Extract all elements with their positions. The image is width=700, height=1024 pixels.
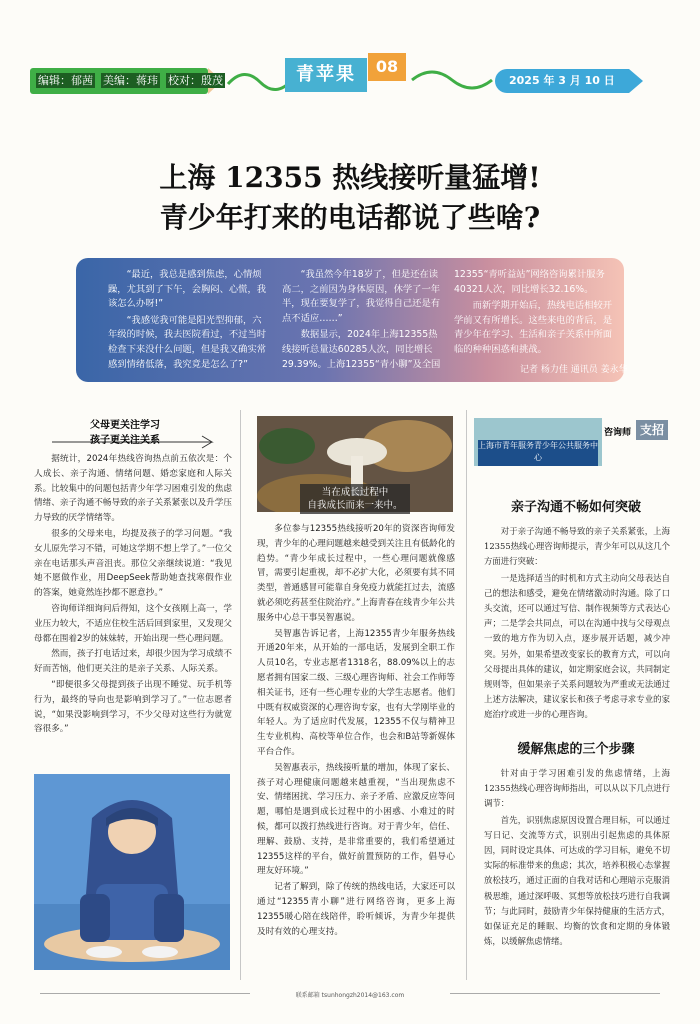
right-column-text-2 (484, 766, 670, 950)
paragraph: 对于亲子沟通不畅导致的亲子关系紧张，上海12355热线心理咨询师提示，青少年可以从这几个方面进行突破： (484, 526, 670, 567)
paragraph: 首先，识别焦虑原因设置合理目标，可以通过写日记、交流等方式，识别出引起焦虑的具体原因，同时设定具体、可达成的学习目标，避免不切实际的标准带来的焦虑；其次，培养积极心态掌握放松技巧，通过正面的自我对话和心理暗示克服消极思维，通过深呼吸、冥想等放松技巧进行自我调节；与此同时，鼓励青少年保持健康的生活方式，如保证充足的睡眠、均衡的饮食和定期的身体锻炼，以缓解焦虑情绪。 (484, 814, 670, 947)
column-divider (466, 410, 467, 980)
headline-line-1: 上海 12355 热线接听量猛增! (159, 161, 541, 194)
intro-stats-cont: 12355“青听益站”网络咨询累计服务40321人次，同比增长32.16%。 (454, 269, 605, 295)
middle-column-text (257, 522, 455, 940)
paragraph: 很多的父母来电，均提及孩子的学习问题。“我女儿原先学习不错，可她这学期不想上学了。”一位父亲在电话那头声音沮丧。那位父亲继续说道：“我见她不愿做作业，用DeepSeek帮助她查找寒假作业的答案，她竟然连抄都不愿意抄。” (34, 528, 232, 599)
footer-contact: 联系邮箱 tsunhongzh2014@163.com (250, 990, 450, 999)
header-credits (36, 72, 231, 88)
paragraph: 针对由于学习困难引发的焦虑情绪，上海12355热线心理咨询师指出，可以从以下几点进行调节： (484, 768, 670, 809)
credit-designer: 美编：蒋玮 (103, 74, 158, 87)
headline-line-2: 青少年打来的电话都说了些啥? (159, 201, 541, 234)
wave-decoration-right (410, 58, 494, 94)
subhead-anxiety: 缓解焦虑的三个步骤 (517, 742, 635, 757)
byline: 记者 杨力佳 通讯员 姜永华 (520, 365, 628, 375)
paragraph: 多位参与12355热线接听20年的资深咨询师发现，青少年的心理问题越来越受到关注且有低龄化的趋势。“青少年成长过程中，一些心理问题就像感冒，需要引起重视，却不必扩大化，必须要有其不同类型，普通感冒可能靠自身免疫力就能扛过去，流感就必须吃药甚至住院治疗。”上海青春在线青少年公共服务中心总干事吴智惠说。 (257, 524, 455, 623)
left-column-text (34, 452, 232, 738)
subhead-parents-kids (52, 416, 212, 450)
page-number: 08 (368, 53, 406, 81)
intro-column-2 (282, 268, 442, 374)
intro-quote-1: “最近，我总是感到焦虑，心情烦躁，尤其到了下午，会胸闷、心慌，我该怎么办呀!” (108, 269, 267, 310)
intro-column-3 (454, 268, 614, 360)
issue-date: 2025 年 3 月 10 日 (495, 69, 629, 93)
caption-line-1: 当在成长过程中 (321, 487, 389, 498)
column-divider (240, 410, 241, 980)
paragraph: 咨询师详细询问后得知，这个女孩刚上高一，学业压力较大，不适应住校生活后回到家里，又发现父母都在围着2岁的妹妹转，开始出现一些心理问题。 (34, 603, 232, 644)
kid-illustration (34, 774, 230, 970)
intro-trend: 而新学期开始后，热线电话相较开学前又有所增长。这些来电的背后，是青少年在学习、生活和亲子关系中所面临的种种困惑和挑战。 (454, 300, 613, 355)
counselor-label: 咨询师 (604, 428, 632, 438)
section-title: 青苹果 (285, 58, 367, 92)
photo-caption (300, 484, 410, 514)
subhead-line-2: 孩子更关注关系 (90, 435, 160, 446)
paragraph: 然而，孩子打电话过来，却很少因为学习成绩不好而苦恼，他们更关注的是亲子关系、人际关系。 (34, 649, 232, 675)
teen-hoodie-image (34, 774, 230, 970)
credit-proofreader: 校对：殷茂 (168, 74, 223, 87)
intro-stats: 数据显示，2024年上海12355热线接听总量达60285人次，同比增长29.39%。上海12355“青小聊”及全国 (282, 329, 441, 370)
advice-tag: 支招 (636, 420, 668, 440)
service-center-sign: 上海市青年服务青少年公共服务中心 (478, 440, 598, 466)
paragraph: “即便很多父母提到孩子出现不睡觉、玩手机等行为，最终的导向也是影响到学习了。”一位志愿者说，“如果没影响到学习，不少父母对这些行为就宽容很多。” (34, 679, 232, 735)
subhead-communication: 亲子沟通不畅如何突破 (510, 500, 641, 515)
headline (60, 158, 640, 238)
paragraph: 据统计，2024年热线咨询热点前五依次是：个人成长、亲子沟通、情绪问题、婚恋家庭和人际关系。比较集中的问题包括青少年学习困难引发的焦虑情绪、亲子沟通不畅导致的亲子关系紧张以及升学压力导致的厌学情绪等。 (34, 454, 232, 524)
right-column-text-1 (484, 524, 670, 724)
paragraph: 一是选择适当的时机和方式主动向父母表达自己的想法和感受，避免在情绪激动时沟通。除了口头交流，还可以通过写信、制作视频等方式表达心声；二是学会共同点，可以在沟通中找与父母观点一致的地方作为切入点，逐步展开话题，减少冲突。另外，如果希望改变家长的教育方式，可以向父母提出具体的建议，如定期家庭会议，共同制定规则等，但如果亲子关系问题较为严重或无法通过上述方法解决，建议家长和孩子考虑寻求专业的家庭治疗或进一步的心理咨询。 (484, 572, 670, 720)
caption-line-2: 自我成长而来一来中。 (307, 500, 403, 511)
intro-column-1 (108, 268, 268, 374)
paragraph: 吴智惠告诉记者，上海12355青少年服务热线开通20年来，从开始的一部电话，发展到全职工作人员10名，专业志愿者1318名，88.09%以上的志愿者拥有国家二级、三级心理咨询师、社会工作师等相关证书，还有一些心理专业的大学生志愿者。他们中既有权威资深的心理咨询专家，也有大学刚毕业的年轻人。为了适应时代发展，12355不仅与精神卫生专业机构、高校等单位合作，也会和B站等新媒体平台合作。 (257, 628, 455, 757)
paragraph: 吴智惠表示，热线接听量的增加，体现了家长、孩子对心理健康问题越来越重视，“当出现焦虑不安、情绪困扰、学习压力、亲子矛盾、应激反应等问题，哪怕是遇到成长过程中的小困惑、小难过的时候，都可以拨打热线进行咨询。对于青少年，信任、理解、鼓励、支持，是非常重要的，我们希望通过12355这样的平台，做好前置预防的工作，倡导心理友好环境。” (257, 762, 455, 877)
intro-quote-2: “我感觉我可能是阳光型抑郁，六年级的时候，我去医院看过，不过当时检查下来没什么问题，但是我又确实常感到情绪低落，我究竟是怎么了?” (108, 314, 267, 370)
date-arrow-decoration (629, 69, 643, 93)
intro-quote-3: “我虽然今年18岁了，但是还在读高二，之前因为身体原因，休学了一年半，现在要复学了，我觉得自己还是有点不适应……” (282, 269, 441, 324)
subhead-line-1: 父母更关注学习 (90, 420, 160, 431)
credit-editor: 编辑：郁茜 (38, 74, 93, 87)
paragraph: 记者了解到，除了传统的热线电话，大家还可以通过“12355青小聊”进行网络咨询，更多上海12355暖心陪在线陪伴，聆听倾诉，为青少年提供及时有效的心理支持。 (257, 882, 455, 937)
